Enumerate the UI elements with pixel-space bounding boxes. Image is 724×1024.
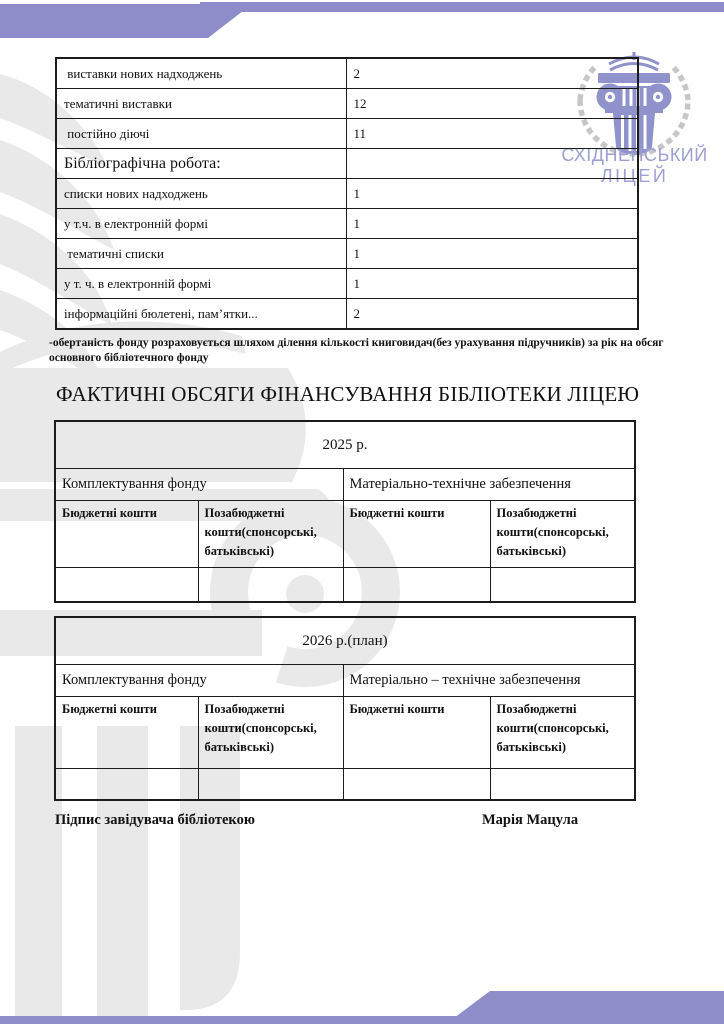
funding-year: 2025 р. (55, 421, 635, 469)
turnover-footnote: -обертаність фонду розраховується шляхом ділення кількості книговидач(без урахування підручників) за рік на обсяг основного бібліотечного фонду (49, 337, 664, 365)
table-row (55, 421, 635, 469)
funding-value (55, 769, 198, 801)
stat-label: інформаційні бюлетені, пам’ятки... (56, 299, 346, 330)
stat-label: тематичні списки (56, 239, 346, 269)
stat-label: тематичні виставки (56, 89, 346, 119)
funding-subheader: Бюджетні кошти (55, 697, 198, 769)
section-label: Бібліографічна робота: (56, 149, 346, 179)
funding-table-2026 (54, 616, 636, 801)
stat-value: 11 (346, 119, 638, 149)
stat-label: у т. ч. в електронній формі (56, 269, 346, 299)
funding-value (490, 568, 635, 603)
stat-value: 12 (346, 89, 638, 119)
school-name-line2: ЛІЦЕЙ (600, 165, 669, 186)
table-row (55, 617, 635, 665)
funding-value (343, 769, 490, 801)
table-section-row (56, 149, 638, 179)
table-row (55, 501, 635, 568)
funding-table-2025 (54, 420, 636, 603)
funding-category: Комплектування фонду (55, 665, 343, 697)
stat-value: 2 (346, 58, 638, 89)
table-row (55, 769, 635, 801)
table-row (55, 697, 635, 769)
stat-value: 1 (346, 209, 638, 239)
table-row (56, 239, 638, 269)
school-name-line1: СХІДНЕНСЬКИЙ (561, 145, 708, 165)
funding-subheader: Позабюджетні кошти(спонсорські, батьківські) (490, 697, 635, 769)
funding-category: Матеріально-технічне забезпечення (343, 469, 635, 501)
table-row (55, 568, 635, 603)
funding-subheader: Бюджетні кошти (343, 697, 490, 769)
stat-value: 2 (346, 299, 638, 330)
stat-value: 1 (346, 269, 638, 299)
top-accent-band (0, 4, 252, 38)
table-row (56, 269, 638, 299)
funding-category: Матеріально – технічне забезпечення (343, 665, 635, 697)
signature-name: Марія Мацула (482, 812, 579, 828)
table-row (56, 58, 638, 89)
funding-value (343, 568, 490, 603)
top-accent-strip (200, 2, 724, 12)
page-title: ФАКТИЧНІ ОБСЯГИ ФІНАНСУВАННЯ БІБЛІОТЕКИ ЛІЦЕЮ (56, 382, 640, 406)
funding-value (490, 769, 635, 801)
library-stats-table (55, 57, 639, 330)
bottom-accent-band (446, 991, 724, 1024)
table-row (56, 89, 638, 119)
funding-subheader: Позабюджетні кошти(спонсорські, батьківські) (490, 501, 635, 568)
funding-subheader: Бюджетні кошти (343, 501, 490, 568)
funding-subheader: Позабюджетні кошти(спонсорські, батьківські) (198, 501, 343, 568)
funding-subheader: Позабюджетні кошти(спонсорські, батьківські) (198, 697, 343, 769)
stat-value (346, 149, 638, 179)
stat-label: постійно діючі (56, 119, 346, 149)
stat-value: 1 (346, 179, 638, 209)
funding-subheader: Бюджетні кошти (55, 501, 198, 568)
stat-label: виставки нових надходжень (56, 58, 346, 89)
table-row (56, 299, 638, 330)
table-row (55, 665, 635, 697)
stat-value: 1 (346, 239, 638, 269)
table-row (56, 119, 638, 149)
table-row (56, 209, 638, 239)
funding-value (198, 568, 343, 603)
stat-label: списки нових надходжень (56, 179, 346, 209)
table-row (56, 179, 638, 209)
funding-category: Комплектування фонду (55, 469, 343, 501)
stat-label: у т.ч. в електронній формі (56, 209, 346, 239)
funding-value (55, 568, 198, 603)
table-row (55, 469, 635, 501)
funding-value (198, 769, 343, 801)
funding-year: 2026 р.(план) (55, 617, 635, 665)
signature-label: Підпис завідувача бібліотекою (55, 812, 255, 828)
